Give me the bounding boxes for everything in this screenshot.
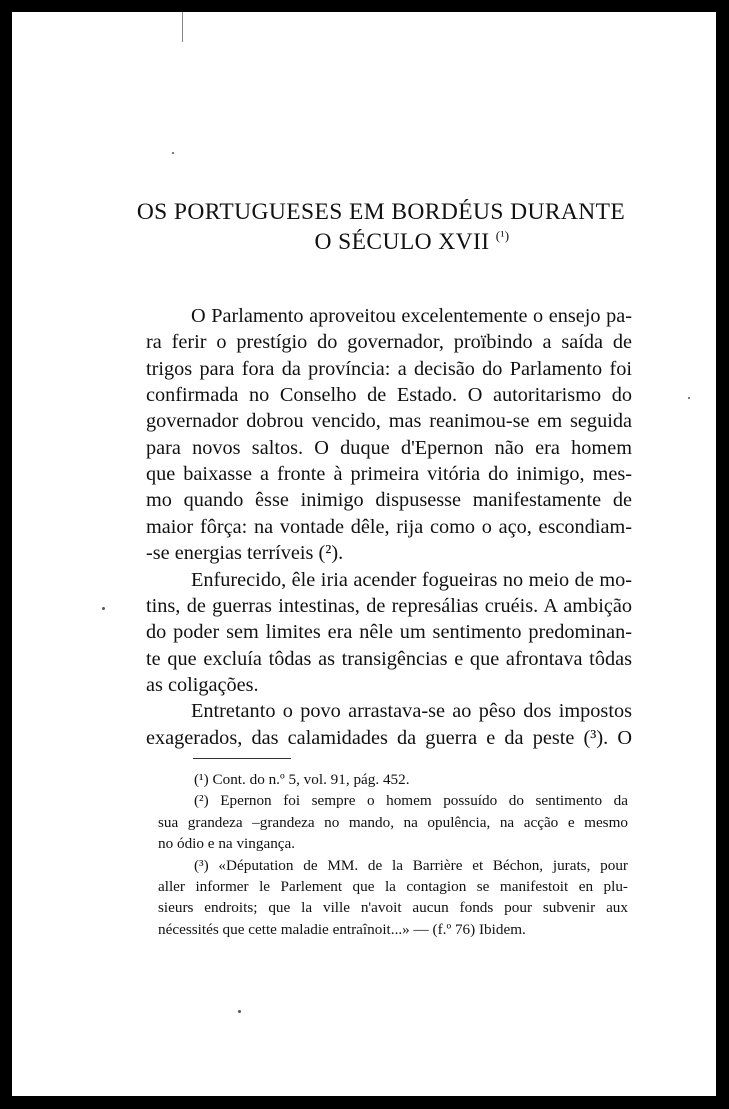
title-line-1: OS PORTUGUESES EM BORDÉUS DURANTE xyxy=(136,199,626,225)
footnote-3-line: sieurs endroits; que la ville n'avoit aucun fonds pour subvenir aux xyxy=(158,899,628,917)
scan-artifact xyxy=(238,1010,241,1013)
footnote-1: (¹) Cont. do n.º 5, vol. 91, pág. 452. xyxy=(194,771,410,788)
text-line: -se energias terríveis (²). xyxy=(146,542,344,565)
text-line: Enfurecido, êle iria acender fogueiras no meio de mo- xyxy=(191,568,632,591)
text-line: governador dobrou vencido, mas reanimou-se em seguida xyxy=(146,410,632,433)
text-line: mo quando êsse inimigo dispusesse manifestamente de xyxy=(146,489,632,512)
paragraph-2 xyxy=(146,567,632,699)
paragraph-1 xyxy=(146,303,632,566)
footnote-2-line: no ódio e na vingança. xyxy=(158,835,296,853)
text-line: exagerados, das calamidades da guerra e da peste (³). O xyxy=(146,726,632,749)
text-line: ra ferir o prestígio do governador, proïbindo a saída de xyxy=(146,331,632,354)
text-line: tins, de guerras intestinas, de represálias cruéis. A ambição xyxy=(146,594,632,617)
text-line: que baixasse a fronte à primeira vitória do inimigo, mes- xyxy=(146,463,632,486)
scan-artifact xyxy=(172,152,174,154)
title-line-2-text: O SÉCULO XVII xyxy=(314,229,490,255)
footnotes xyxy=(158,769,628,940)
scan-artifact xyxy=(182,12,183,42)
footnote-3-line: nécessités que cette maladie entraînoit...» — (f.º 76) Ibidem. xyxy=(158,920,526,938)
document-page xyxy=(12,12,716,1096)
text-line: do poder sem limites era nêle um sentimento predominan- xyxy=(146,621,632,644)
text-line: trigos para fora da província: a decisão do Parlamento foi xyxy=(146,357,632,380)
scan-artifact xyxy=(102,607,105,610)
text-line: confirmada no Conselho de Estado. O autoritarismo do xyxy=(146,384,632,407)
text-line: para novos saltos. O duque d'Epernon não era homem xyxy=(146,436,632,459)
footnote-separator xyxy=(193,758,291,759)
text-line: as coligações. xyxy=(146,673,259,696)
text-line: maior fôrça: na vontade dêle, rija como o aço, escondiam- xyxy=(146,515,632,538)
text-line: te que excluía tôdas as transigências e que afrontava tôdas xyxy=(146,647,632,670)
footnote-3-line: (³) «Députation de MM. de la Barrière et Béchon, jurats, pour xyxy=(194,856,628,874)
text-line: O Parlamento aproveitou excelentemente o ensejo pa- xyxy=(191,305,632,327)
title-line-2 xyxy=(60,228,716,256)
title-footnote-mark: (¹) xyxy=(495,228,510,243)
text-line: Entretanto o povo arrastava-se ao pêso dos impostos xyxy=(191,700,632,723)
paragraph-3 xyxy=(146,698,632,751)
footnote-3-line: aller informer le Parlement que la contagion se manifestoit en plu- xyxy=(158,877,628,895)
footnote-2-line: (²) Epernon foi sempre o homem possuído do sentimento da xyxy=(194,792,628,810)
footnote-2-line: sua grandeza –grandeza no mando, na opulência, na acção e mesmo xyxy=(158,813,628,831)
scan-artifact xyxy=(688,397,690,399)
